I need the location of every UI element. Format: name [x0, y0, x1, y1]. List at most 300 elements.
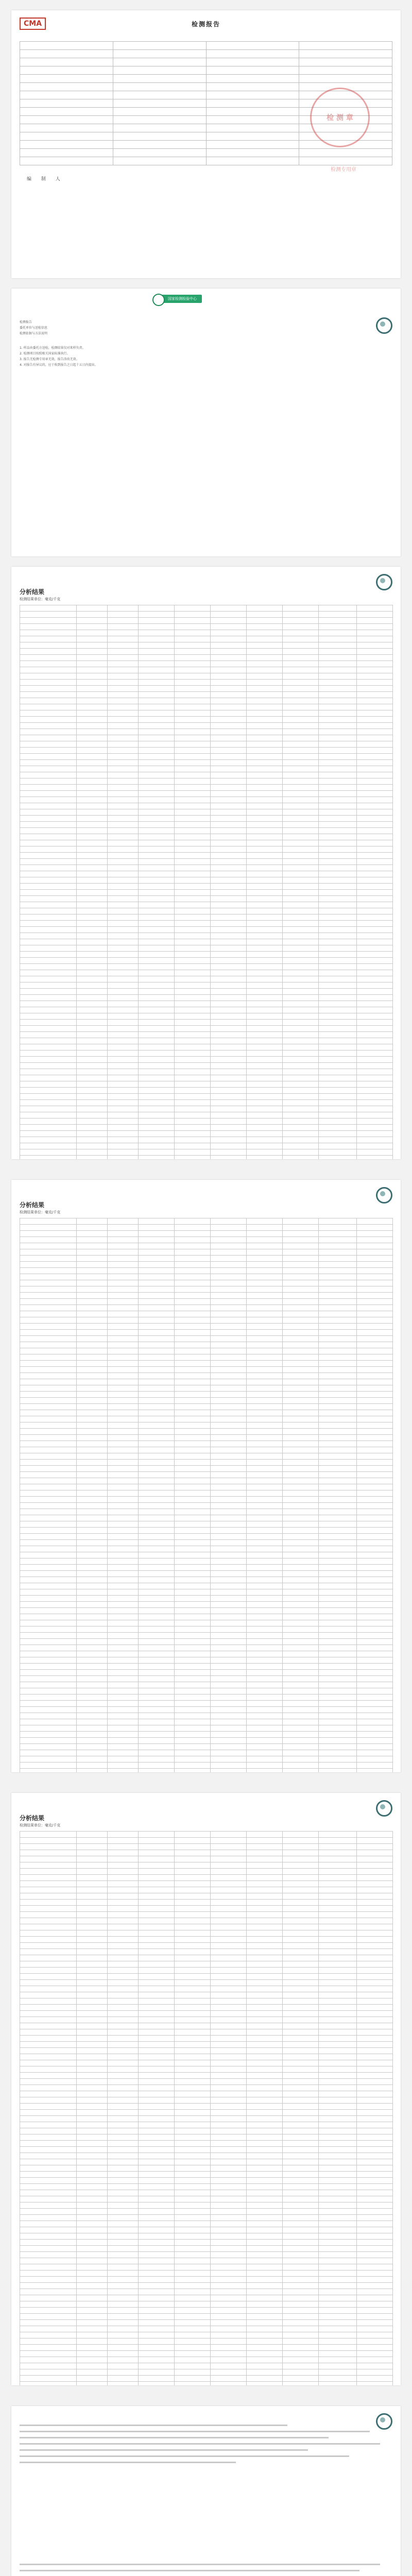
table-cell [319, 1955, 357, 1961]
emblem-icon [152, 294, 165, 306]
table-cell [175, 2202, 211, 2209]
table-cell [247, 1497, 283, 1503]
table-cell [247, 2097, 283, 2104]
table-cell [20, 2172, 77, 2178]
table-cell [319, 1992, 357, 1998]
table-cell [283, 2320, 319, 2326]
table-row [20, 1379, 393, 1385]
table-cell [139, 1912, 175, 1918]
table-cell [247, 2338, 283, 2345]
table-row [20, 2147, 393, 2153]
table-cell [247, 2147, 283, 2153]
table-cell [175, 2017, 211, 2023]
table-cell [20, 1478, 77, 1484]
table-cell [139, 2085, 175, 2091]
table-cell [211, 1020, 247, 1026]
table-cell [77, 1713, 108, 1719]
table-cell [319, 1410, 357, 1416]
table-row [20, 2079, 393, 2085]
table-cell [108, 1750, 139, 1756]
table-cell [283, 1280, 319, 1286]
table-cell [77, 933, 108, 939]
table-cell [139, 2172, 175, 2178]
table-cell [175, 1571, 211, 1577]
table-cell [77, 921, 108, 927]
table-cell [77, 2215, 108, 2221]
table-cell [283, 1756, 319, 1762]
table-cell [247, 1088, 283, 1094]
table-cell [357, 1955, 393, 1961]
table-cell [139, 1075, 175, 1081]
table-cell [20, 2382, 77, 2386]
table-cell [108, 803, 139, 809]
table-cell [283, 2060, 319, 2066]
table-cell [175, 692, 211, 698]
table-cell [211, 1100, 247, 1106]
table-cell [247, 1930, 283, 1937]
table-cell [108, 1137, 139, 1143]
table-cell [247, 1367, 283, 1373]
table-cell [357, 1020, 393, 1026]
table-cell [357, 890, 393, 896]
table-cell [319, 964, 357, 970]
table-cell [247, 1769, 283, 1773]
table-cell [319, 945, 357, 952]
table-cell [108, 828, 139, 834]
table-cell [77, 945, 108, 952]
table-row [20, 1515, 393, 1521]
table-cell [175, 2332, 211, 2338]
table-cell [139, 2110, 175, 2116]
table-cell [283, 1515, 319, 1521]
table-cell [247, 1571, 283, 1577]
table-cell [211, 1112, 247, 1118]
table-cell [108, 902, 139, 908]
table-cell [357, 1305, 393, 1311]
table-cell [108, 1435, 139, 1441]
table-cell [283, 2338, 319, 2345]
table-cell [139, 1311, 175, 1317]
table-cell [283, 1832, 319, 1838]
table-cell [20, 1912, 77, 1918]
table-cell [139, 1608, 175, 1614]
table-cell [108, 1050, 139, 1057]
table-cell [175, 1937, 211, 1943]
table-row [20, 1881, 393, 1887]
table-cell [283, 791, 319, 797]
table-cell [247, 1875, 283, 1881]
table-cell [108, 1552, 139, 1558]
table-cell [319, 2128, 357, 2134]
table-cell [175, 1013, 211, 1020]
table-cell [211, 1490, 247, 1497]
table-cell [319, 1701, 357, 1707]
table-cell [77, 2023, 108, 2029]
table-cell [211, 2011, 247, 2017]
table-cell [175, 785, 211, 791]
table-cell [319, 1367, 357, 1373]
table-cell [357, 2369, 393, 2376]
table-cell [139, 1243, 175, 1249]
table-cell [319, 2196, 357, 2202]
table-cell [283, 2345, 319, 2351]
table-cell [283, 1330, 319, 1336]
table-cell [283, 1676, 319, 1682]
table-cell [175, 729, 211, 735]
table-cell [357, 816, 393, 822]
table-cell [319, 2357, 357, 2363]
table-cell [211, 859, 247, 865]
table-cell [175, 840, 211, 846]
table-row [20, 791, 393, 797]
table-cell [108, 2184, 139, 2190]
table-cell [211, 624, 247, 630]
table-cell [247, 1546, 283, 1552]
table-cell [211, 1961, 247, 1968]
table-cell [77, 1149, 108, 1156]
table-cell [247, 1311, 283, 1317]
results-page-1 [11, 567, 401, 1159]
table-cell [77, 1447, 108, 1453]
table-cell [247, 1639, 283, 1645]
table-cell [319, 1001, 357, 1007]
table-cell [139, 1657, 175, 1664]
table-cell [211, 958, 247, 964]
table-cell [283, 1410, 319, 1416]
table-cell [319, 2258, 357, 2264]
table-cell [247, 2301, 283, 2308]
table-cell [139, 914, 175, 921]
table-cell [20, 1676, 77, 1682]
table-cell [247, 1435, 283, 1441]
table-cell [211, 2085, 247, 2091]
table-cell [175, 828, 211, 834]
table-cell [175, 1528, 211, 1534]
table-cell [139, 995, 175, 1001]
table-cell [319, 1262, 357, 1268]
table-cell [319, 2141, 357, 2147]
table-cell [357, 1832, 393, 1838]
table-cell [211, 785, 247, 791]
table-cell [357, 1626, 393, 1633]
table-row [20, 1906, 393, 1912]
table-cell [283, 686, 319, 692]
table-cell [175, 1453, 211, 1460]
table-cell [247, 1299, 283, 1305]
table-cell [77, 1949, 108, 1955]
table-cell [283, 1893, 319, 1900]
table-cell [357, 809, 393, 816]
table-cell [77, 1225, 108, 1231]
table-cell [77, 1918, 108, 1924]
table-cell [139, 2357, 175, 2363]
table-cell [175, 2110, 211, 2116]
table-cell [211, 1732, 247, 1738]
table-cell [211, 1497, 247, 1503]
table-cell [139, 2202, 175, 2209]
table-cell [77, 1057, 108, 1063]
table-cell [77, 958, 108, 964]
table-cell [139, 1342, 175, 1348]
table-cell [283, 612, 319, 618]
table-cell [211, 890, 247, 896]
table-cell [319, 1664, 357, 1670]
table-row [20, 1286, 393, 1293]
table-cell [20, 2073, 77, 2079]
table-cell [283, 2264, 319, 2270]
table-cell [20, 1256, 77, 1262]
table-cell [319, 1057, 357, 1063]
table-cell [211, 2308, 247, 2314]
table-cell [357, 1918, 393, 1924]
table-row [20, 636, 393, 642]
table-row [20, 1231, 393, 1237]
table-cell [319, 1887, 357, 1893]
table-cell [139, 1379, 175, 1385]
table-cell [20, 890, 77, 896]
table-cell [319, 2122, 357, 2128]
table-cell [357, 2308, 393, 2314]
table-cell [175, 2351, 211, 2357]
table-cell [175, 2165, 211, 2172]
table-cell [20, 710, 77, 717]
table-cell [139, 710, 175, 717]
table-cell [175, 2270, 211, 2277]
table-cell [247, 1565, 283, 1571]
table-cell [247, 1081, 283, 1088]
table-cell [77, 2141, 108, 2147]
table-cell [357, 1943, 393, 1949]
table-cell [108, 686, 139, 692]
table-cell [20, 2308, 77, 2314]
table-cell [283, 1013, 319, 1020]
table-cell [357, 2048, 393, 2054]
table-cell [357, 1528, 393, 1534]
table-cell [139, 1317, 175, 1324]
table-cell [20, 2110, 77, 2116]
table-cell [175, 2363, 211, 2369]
table-cell [175, 1614, 211, 1620]
table-cell [283, 1286, 319, 1293]
table-cell [175, 1980, 211, 1986]
table-cell [247, 2172, 283, 2178]
table-cell [108, 1844, 139, 1850]
table-cell [211, 1038, 247, 1044]
table-cell [108, 976, 139, 982]
table-cell [247, 2320, 283, 2326]
table-cell [175, 2295, 211, 2301]
table-row [20, 1713, 393, 1719]
results-unit: 检测结果单位：毫克/千克 [20, 597, 61, 601]
table-cell [211, 2147, 247, 2153]
table-row [20, 2178, 393, 2184]
table-cell [211, 1367, 247, 1373]
table-cell [211, 2054, 247, 2060]
table-cell [20, 1038, 77, 1044]
table-cell [77, 1125, 108, 1131]
table-cell [20, 2104, 77, 2110]
table-cell [319, 1100, 357, 1106]
table-cell [139, 1875, 175, 1881]
table-cell [77, 2134, 108, 2141]
table-cell [319, 2345, 357, 2351]
table-cell [247, 2091, 283, 2097]
table-cell [175, 1744, 211, 1750]
table-cell [175, 982, 211, 989]
table-cell [357, 1131, 393, 1137]
table-cell [77, 908, 108, 914]
table-row [20, 754, 393, 760]
table-cell [247, 1460, 283, 1466]
table-cell [247, 2079, 283, 2085]
table-cell [283, 1887, 319, 1893]
table-cell [357, 2357, 393, 2363]
table-cell [211, 1422, 247, 1429]
table-cell [283, 2023, 319, 2029]
table-cell [283, 1237, 319, 1243]
table-cell [139, 1565, 175, 1571]
table-cell [20, 2036, 77, 2042]
table-cell [283, 853, 319, 859]
table-cell [139, 1286, 175, 1293]
table-cell [108, 1881, 139, 1887]
table-cell [139, 2283, 175, 2289]
table-cell [108, 927, 139, 933]
table-cell [357, 2029, 393, 2036]
table-cell [319, 1336, 357, 1342]
table-row [20, 1992, 393, 1998]
table-row [20, 1044, 393, 1050]
table-cell [247, 2060, 283, 2066]
table-cell [283, 1725, 319, 1732]
table-cell [77, 1694, 108, 1701]
table-cell [247, 1268, 283, 1274]
table-cell [77, 1688, 108, 1694]
table-cell [357, 1949, 393, 1955]
table-cell [20, 1713, 77, 1719]
table-cell [211, 1769, 247, 1773]
table-cell [175, 1762, 211, 1769]
table-cell [247, 1937, 283, 1943]
table-cell [357, 1149, 393, 1156]
table-cell [108, 1577, 139, 1583]
table-cell [211, 970, 247, 976]
table-cell [247, 1280, 283, 1286]
table-cell [357, 1225, 393, 1231]
table-cell [247, 1237, 283, 1243]
table-cell [20, 1918, 77, 1924]
table-row [20, 1336, 393, 1342]
table-cell [357, 2054, 393, 2060]
table-cell [283, 748, 319, 754]
table-cell [283, 958, 319, 964]
table-cell [175, 661, 211, 667]
table-cell [283, 1007, 319, 1013]
table-cell [77, 2246, 108, 2252]
table-cell [319, 2209, 357, 2215]
table-row [20, 2345, 393, 2351]
table-cell [77, 1280, 108, 1286]
table-cell [139, 1974, 175, 1980]
table-cell [247, 735, 283, 741]
table-cell [175, 1225, 211, 1231]
table-cell [77, 797, 108, 803]
table-cell [20, 1231, 77, 1237]
table-cell [108, 908, 139, 914]
table-cell [175, 2116, 211, 2122]
table-row [20, 1633, 393, 1639]
table-cell [247, 1057, 283, 1063]
table-cell [357, 1645, 393, 1651]
table-cell [357, 834, 393, 840]
table-cell [77, 1490, 108, 1497]
table-cell [139, 2147, 175, 2153]
table-cell [139, 822, 175, 828]
table-cell [357, 1571, 393, 1577]
table-cell [20, 2338, 77, 2345]
table-cell [108, 636, 139, 642]
table-cell [108, 1756, 139, 1762]
table-cell [175, 2221, 211, 2227]
table-cell [319, 1986, 357, 1992]
table-cell [108, 1626, 139, 1633]
table-cell [175, 1844, 211, 1850]
table-row [20, 1986, 393, 1992]
table-cell [211, 1875, 247, 1881]
table-cell [108, 2233, 139, 2240]
intro-page [11, 289, 401, 556]
table-cell [139, 2054, 175, 2060]
table-cell [139, 2128, 175, 2134]
table-cell [319, 1342, 357, 1348]
table-cell [175, 2147, 211, 2153]
table-cell [20, 2301, 77, 2308]
table-cell [247, 1293, 283, 1299]
table-cell [319, 1063, 357, 1069]
table-row [20, 846, 393, 853]
table-cell [20, 667, 77, 673]
table-cell [319, 2017, 357, 2023]
table-cell [211, 2332, 247, 2338]
table-cell [77, 1007, 108, 1013]
table-cell [357, 859, 393, 865]
table-cell [139, 618, 175, 624]
table-cell [139, 939, 175, 945]
table-cell [77, 2011, 108, 2017]
table-cell [20, 1410, 77, 1416]
table-cell [283, 2079, 319, 2085]
table-cell [211, 1094, 247, 1100]
table-cell [319, 2338, 357, 2345]
table-cell [247, 2351, 283, 2357]
table-cell [319, 1081, 357, 1088]
table-cell [357, 692, 393, 698]
table-cell [357, 1466, 393, 1472]
table-cell [20, 2363, 77, 2369]
table-cell [357, 1274, 393, 1280]
table-row [20, 1862, 393, 1869]
table-cell [247, 710, 283, 717]
table-cell [139, 2048, 175, 2054]
table-cell [357, 1540, 393, 1546]
table-row [20, 2264, 393, 2270]
table-cell [108, 1100, 139, 1106]
table-cell [139, 1701, 175, 1707]
table-cell [247, 1026, 283, 1032]
table-cell [211, 1534, 247, 1540]
table-cell [139, 1900, 175, 1906]
table-cell [77, 1094, 108, 1100]
